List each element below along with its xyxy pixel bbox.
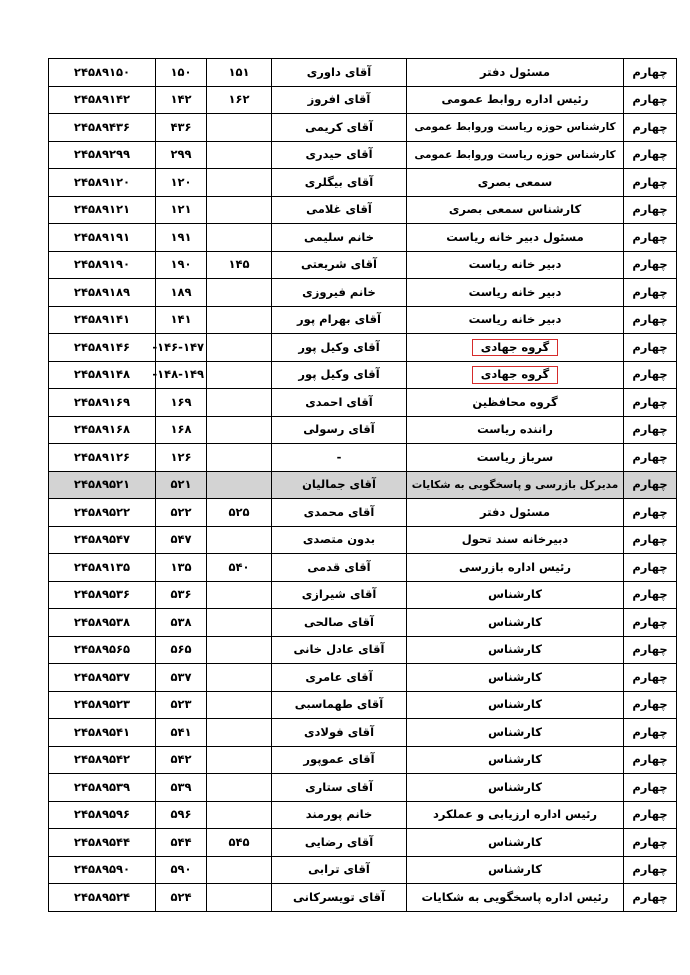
floor-cell: چهارم: [624, 719, 677, 747]
person-name-cell: آقای محمدی: [272, 499, 407, 527]
extension-cell: ۱۴۸-۱۴۹-: [156, 361, 207, 389]
extension-cell: ۵۲۳: [156, 691, 207, 719]
secondary-extension-cell: [207, 609, 272, 637]
extension-cell: ۵۳۸: [156, 609, 207, 637]
secondary-extension-cell: [207, 141, 272, 169]
table-row: [49, 196, 677, 224]
person-name-cell: آقای افروز: [272, 86, 407, 114]
person-name-cell: آقای کریمی: [272, 114, 407, 142]
phone-number-cell: ۲۴۵۸۹۵۲۳: [49, 691, 156, 719]
floor-cell: چهارم: [624, 389, 677, 417]
secondary-extension-cell: [207, 471, 272, 499]
phone-number-cell: ۲۴۵۸۹۵۳۶: [49, 581, 156, 609]
phone-number-cell: ۲۴۵۸۹۲۹۹: [49, 141, 156, 169]
phone-number-cell: ۲۴۵۸۹۵۳۷: [49, 664, 156, 692]
extension-cell: ۱۳۵: [156, 554, 207, 582]
floor-cell: چهارم: [624, 334, 677, 362]
secondary-extension-cell: ۱۴۵: [207, 251, 272, 279]
phone-number-cell: ۲۴۵۸۹۱۴۲: [49, 86, 156, 114]
floor-cell: چهارم: [624, 884, 677, 912]
person-name-cell: آقای عامری: [272, 664, 407, 692]
phone-number-cell: ۲۴۵۸۹۵۹۶: [49, 801, 156, 829]
position-title-cell: دبیر خانه ریاست: [407, 251, 624, 279]
extension-cell: ۵۴۴: [156, 829, 207, 857]
table-row: [49, 416, 677, 444]
phone-number-cell: ۲۴۵۸۹۵۳۹: [49, 774, 156, 802]
person-name-cell: آقای ترابی: [272, 856, 407, 884]
table-row: [49, 444, 677, 472]
floor-cell: چهارم: [624, 609, 677, 637]
table-row: [49, 224, 677, 252]
phone-number-cell: ۲۴۵۸۹۱۴۶: [49, 334, 156, 362]
position-title-cell: کارشناس: [407, 719, 624, 747]
extension-cell: ۱۲۶: [156, 444, 207, 472]
phone-number-cell: ۲۴۵۸۹۱۲۱: [49, 196, 156, 224]
extension-cell: ۵۲۴: [156, 884, 207, 912]
table-row: [49, 691, 677, 719]
secondary-extension-cell: [207, 196, 272, 224]
secondary-extension-cell: [207, 884, 272, 912]
extension-cell: ۱۶۸: [156, 416, 207, 444]
position-title-cell: کارشناس: [407, 829, 624, 857]
extension-cell: ۵۳۹: [156, 774, 207, 802]
phone-number-cell: ۲۴۵۸۹۵۴۱: [49, 719, 156, 747]
person-name-cell: خانم فیروزی: [272, 279, 407, 307]
position-title-cell: سرباز ریاست: [407, 444, 624, 472]
position-title-cell: رئیس اداره ارزیابی و عملکرد: [407, 801, 624, 829]
floor-cell: چهارم: [624, 279, 677, 307]
extension-cell: ۴۳۶: [156, 114, 207, 142]
person-name-cell: آقای عموپور: [272, 746, 407, 774]
floor-cell: چهارم: [624, 416, 677, 444]
table-row: [49, 306, 677, 334]
phone-number-cell: ۲۴۵۸۹۴۳۶: [49, 114, 156, 142]
phone-number-cell: ۲۴۵۸۹۵۴۴: [49, 829, 156, 857]
floor-cell: چهارم: [624, 141, 677, 169]
secondary-extension-cell: [207, 169, 272, 197]
person-name-cell: آقای وکیل پور: [272, 361, 407, 389]
position-title-cell: رئیس اداره پاسخگویی به شکایات: [407, 884, 624, 912]
secondary-extension-cell: [207, 389, 272, 417]
extension-cell: ۱۹۱: [156, 224, 207, 252]
phone-number-cell: ۲۴۵۸۹۱۸۹: [49, 279, 156, 307]
position-title-cell: کارشناس: [407, 691, 624, 719]
person-name-cell: آقای داوری: [272, 59, 407, 87]
position-title-cell: مسئول دبیر خانه ریاست: [407, 224, 624, 252]
floor-cell: چهارم: [624, 856, 677, 884]
floor-cell: چهارم: [624, 196, 677, 224]
table-row: [49, 526, 677, 554]
floor-cell: چهارم: [624, 526, 677, 554]
floor-cell: چهارم: [624, 224, 677, 252]
floor-cell: چهارم: [624, 169, 677, 197]
person-name-cell: آقای عادل خانی: [272, 636, 407, 664]
person-name-cell: آقای وکیل پور: [272, 334, 407, 362]
extension-cell: ۵۲۱: [156, 471, 207, 499]
position-title-cell: راننده ریاست: [407, 416, 624, 444]
position-title-cell: دبیرخانه سند تحول: [407, 526, 624, 554]
floor-cell: چهارم: [624, 114, 677, 142]
secondary-extension-cell: [207, 334, 272, 362]
table-row: [49, 554, 677, 582]
floor-cell: چهارم: [624, 746, 677, 774]
extension-cell: ۵۴۲: [156, 746, 207, 774]
position-title-cell: [407, 334, 624, 362]
floor-cell: چهارم: [624, 499, 677, 527]
secondary-extension-cell: [207, 774, 272, 802]
secondary-extension-cell: [207, 801, 272, 829]
table-row: [49, 581, 677, 609]
phone-number-cell: ۲۴۵۸۹۵۲۲: [49, 499, 156, 527]
table-row: [49, 86, 677, 114]
table-row: [49, 499, 677, 527]
position-title-cell: کارشناس: [407, 774, 624, 802]
extension-cell: ۱۵۰: [156, 59, 207, 87]
extension-cell: ۵۴۷: [156, 526, 207, 554]
position-title-cell: [407, 361, 624, 389]
table-row: [49, 609, 677, 637]
floor-cell: چهارم: [624, 774, 677, 802]
highlighted-group-label: گروه جهادی: [472, 366, 558, 384]
person-name-cell: آقای بهرام پور: [272, 306, 407, 334]
phone-number-cell: ۲۴۵۸۹۱۵۰: [49, 59, 156, 87]
floor-cell: چهارم: [624, 251, 677, 279]
floor-cell: چهارم: [624, 86, 677, 114]
person-name-cell: آقای غلامی: [272, 196, 407, 224]
secondary-extension-cell: [207, 361, 272, 389]
secondary-extension-cell: [207, 856, 272, 884]
position-title-cell: کارشناس: [407, 856, 624, 884]
extension-cell: ۱۲۰: [156, 169, 207, 197]
phone-number-cell: ۲۴۵۸۹۵۳۸: [49, 609, 156, 637]
person-name-cell: آقای قدمی: [272, 554, 407, 582]
secondary-extension-cell: ۵۴۵: [207, 829, 272, 857]
table-row: [49, 746, 677, 774]
extension-cell: ۱۴۲: [156, 86, 207, 114]
phone-directory-table: [48, 58, 677, 912]
extension-cell: ۵۳۷: [156, 664, 207, 692]
phone-number-cell: ۲۴۵۸۹۵۲۴: [49, 884, 156, 912]
table-row: [49, 389, 677, 417]
person-name-cell: خانم سلیمی: [272, 224, 407, 252]
person-name-cell: آقای شیرازی: [272, 581, 407, 609]
position-title-cell: کارشناس: [407, 581, 624, 609]
table-row: [49, 361, 677, 389]
extension-cell: ۵۳۶: [156, 581, 207, 609]
table-row: [49, 279, 677, 307]
phone-number-cell: ۲۴۵۸۹۵۲۱: [49, 471, 156, 499]
secondary-extension-cell: [207, 664, 272, 692]
floor-cell: چهارم: [624, 801, 677, 829]
phone-number-cell: ۲۴۵۸۹۱۴۸: [49, 361, 156, 389]
extension-cell: ۱۴۶-۱۴۷-: [156, 334, 207, 362]
secondary-extension-cell: [207, 719, 272, 747]
phone-number-cell: ۲۴۵۸۹۵۶۵: [49, 636, 156, 664]
person-name-cell: آقای رسولی: [272, 416, 407, 444]
secondary-extension-cell: [207, 306, 272, 334]
table-row: [49, 141, 677, 169]
secondary-extension-cell: ۱۶۲: [207, 86, 272, 114]
person-name-cell: آقای ستاری: [272, 774, 407, 802]
person-name-cell: آقای شریعتی: [272, 251, 407, 279]
person-name-cell: آقای حیدری: [272, 141, 407, 169]
position-title-cell: مسئول دفتر: [407, 499, 624, 527]
extension-cell: ۱۹۰: [156, 251, 207, 279]
floor-cell: چهارم: [624, 59, 677, 87]
floor-cell: چهارم: [624, 306, 677, 334]
position-title-cell: دبیر خانه ریاست: [407, 279, 624, 307]
extension-cell: ۵۹۶: [156, 801, 207, 829]
phone-number-cell: ۲۴۵۸۹۵۴۷: [49, 526, 156, 554]
phone-number-cell: ۲۴۵۸۹۱۴۱: [49, 306, 156, 334]
phone-number-cell: ۲۴۵۸۹۱۳۵: [49, 554, 156, 582]
person-name-cell: آقای طهماسبی: [272, 691, 407, 719]
person-name-cell: آقای صالحی: [272, 609, 407, 637]
extension-cell: ۵۶۵: [156, 636, 207, 664]
position-title-cell: مسئول دفتر: [407, 59, 624, 87]
secondary-extension-cell: ۱۵۱: [207, 59, 272, 87]
floor-cell: چهارم: [624, 691, 677, 719]
position-title-cell: کارشناس: [407, 636, 624, 664]
table-row: [49, 471, 677, 499]
extension-cell: ۱۶۹: [156, 389, 207, 417]
extension-cell: ۵۹۰: [156, 856, 207, 884]
secondary-extension-cell: [207, 279, 272, 307]
secondary-extension-cell: [207, 114, 272, 142]
highlighted-group-label: گروه جهادی: [472, 339, 558, 357]
table-row: [49, 334, 677, 362]
phone-number-cell: ۲۴۵۸۹۵۹۰: [49, 856, 156, 884]
phone-number-cell: ۲۴۵۸۹۱۹۱: [49, 224, 156, 252]
secondary-extension-cell: [207, 416, 272, 444]
position-title-cell: گروه محافظین: [407, 389, 624, 417]
secondary-extension-cell: [207, 691, 272, 719]
table-row: [49, 774, 677, 802]
table-row: [49, 829, 677, 857]
phone-number-cell: ۲۴۵۸۹۱۶۹: [49, 389, 156, 417]
secondary-extension-cell: [207, 526, 272, 554]
table-row: [49, 884, 677, 912]
extension-cell: ۱۲۱: [156, 196, 207, 224]
extension-cell: ۲۹۹: [156, 141, 207, 169]
phone-number-cell: ۲۴۵۸۹۵۴۲: [49, 746, 156, 774]
table-row: [49, 719, 677, 747]
directory-rows: [49, 59, 677, 912]
table-row: [49, 59, 677, 87]
directory-sheet: [48, 58, 668, 912]
floor-cell: چهارم: [624, 581, 677, 609]
person-name-cell: -: [272, 444, 407, 472]
person-name-cell: آقای فولادی: [272, 719, 407, 747]
position-title-cell: کارشناس: [407, 746, 624, 774]
person-name-cell: آقای بیگلری: [272, 169, 407, 197]
position-title-cell: دبیر خانه ریاست: [407, 306, 624, 334]
table-row: [49, 114, 677, 142]
person-name-cell: آقای تویسرکانی: [272, 884, 407, 912]
person-name-cell: آقای جمالیان: [272, 471, 407, 499]
position-title-cell: کارشناس: [407, 664, 624, 692]
position-title-cell: کارشناس حوزه ریاست وروابط عمومی: [407, 114, 624, 142]
secondary-extension-cell: [207, 581, 272, 609]
extension-cell: ۵۴۱: [156, 719, 207, 747]
table-row: [49, 664, 677, 692]
secondary-extension-cell: ۵۲۵: [207, 499, 272, 527]
extension-cell: ۱۸۹: [156, 279, 207, 307]
person-name-cell: آقای رضایی: [272, 829, 407, 857]
position-title-cell: مدیرکل بازرسی و پاسخگویی به شکایات: [407, 471, 624, 499]
secondary-extension-cell: [207, 224, 272, 252]
secondary-extension-cell: [207, 444, 272, 472]
table-row: [49, 636, 677, 664]
floor-cell: چهارم: [624, 664, 677, 692]
floor-cell: چهارم: [624, 829, 677, 857]
secondary-extension-cell: [207, 636, 272, 664]
phone-number-cell: ۲۴۵۸۹۱۲۰: [49, 169, 156, 197]
secondary-extension-cell: ۵۴۰: [207, 554, 272, 582]
phone-number-cell: ۲۴۵۸۹۱۶۸: [49, 416, 156, 444]
table-row: [49, 801, 677, 829]
phone-number-cell: ۲۴۵۸۹۱۲۶: [49, 444, 156, 472]
position-title-cell: رئیس اداره روابط عمومی: [407, 86, 624, 114]
table-row: [49, 169, 677, 197]
floor-cell: چهارم: [624, 444, 677, 472]
position-title-cell: کارشناس: [407, 609, 624, 637]
extension-cell: ۱۴۱: [156, 306, 207, 334]
floor-cell: چهارم: [624, 361, 677, 389]
extension-cell: ۵۲۲: [156, 499, 207, 527]
floor-cell: چهارم: [624, 554, 677, 582]
phone-number-cell: ۲۴۵۸۹۱۹۰: [49, 251, 156, 279]
table-row: [49, 856, 677, 884]
position-title-cell: رئیس اداره بازرسی: [407, 554, 624, 582]
secondary-extension-cell: [207, 746, 272, 774]
floor-cell: چهارم: [624, 636, 677, 664]
floor-cell: چهارم: [624, 471, 677, 499]
person-name-cell: خانم پورمند: [272, 801, 407, 829]
position-title-cell: کارشناس سمعی بصری: [407, 196, 624, 224]
person-name-cell: آقای احمدی: [272, 389, 407, 417]
position-title-cell: کارشناس حوزه ریاست وروابط عمومی: [407, 141, 624, 169]
person-name-cell: بدون متصدی: [272, 526, 407, 554]
position-title-cell: سمعی بصری: [407, 169, 624, 197]
table-row: [49, 251, 677, 279]
